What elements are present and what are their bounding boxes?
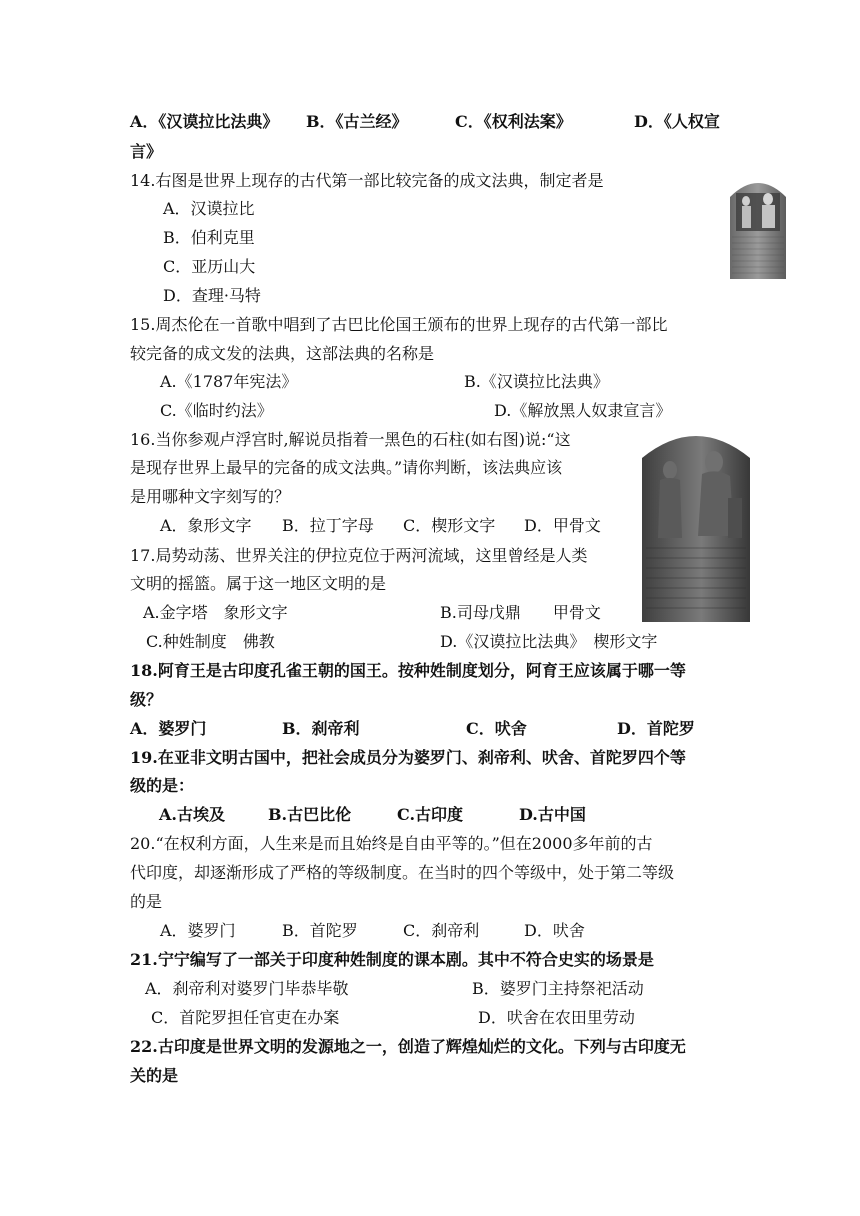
q19-option-d: D.古中国 bbox=[519, 805, 586, 824]
q13-option-d-continued: 言》 bbox=[130, 142, 163, 161]
q21-option-c: C．首陀罗担任官吏在办案 bbox=[151, 1008, 340, 1027]
q14-option-a: A．汉谟拉比 bbox=[163, 199, 255, 218]
q15-stem-line1: 15.周杰伦在一首歌中唱到了古巴比伦国王颁布的世界上现存的古代第一部比 bbox=[130, 315, 668, 334]
q18-stem-line1: 18.阿育王是古印度孔雀王朝的国王。按种姓制度划分，阿育王应该属于哪一等 bbox=[130, 661, 686, 680]
q13-option-a: A．《汉谟拉比法典》 bbox=[130, 112, 279, 131]
q18-option-d: D．首陀罗 bbox=[617, 719, 695, 738]
q20-stem-line2: 代印度，却逐渐形成了严格的等级制度。在当时的四个等级中，处于第二等级 bbox=[130, 863, 675, 882]
q15-option-a: A.《1787年宪法》 bbox=[160, 372, 298, 391]
q15-option-d: D.《解放黑人奴隶宣言》 bbox=[494, 401, 672, 420]
q16-stem-line1: 16.当你参观卢浮宫时,解说员指着一黑色的石柱(如右图)说:“这 bbox=[130, 430, 571, 449]
q20-option-d: D．吠舍 bbox=[524, 921, 585, 940]
q20-option-a: A．婆罗门 bbox=[160, 921, 236, 940]
q17-option-d: D.《汉谟拉比法典》 楔形文字 bbox=[440, 632, 658, 651]
q20-stem-line1: 20.“在权利方面，人生来是而且始终是自由平等的。”但在2000多年前的古 bbox=[130, 834, 653, 853]
q16-option-a: A．象形文字 bbox=[160, 516, 252, 535]
q20-option-c: C．刹帝利 bbox=[403, 921, 480, 940]
q16-option-c: C．楔形文字 bbox=[403, 516, 496, 535]
q21-stem: 21.宁宁编写了一部关于印度种姓制度的课本剧。其中不符合史实的场景是 bbox=[130, 950, 654, 969]
q18-option-a: A．婆罗门 bbox=[130, 719, 207, 738]
q19-stem-line2: 级的是： bbox=[130, 776, 195, 795]
q15-option-b: B.《汉谟拉比法典》 bbox=[464, 372, 609, 391]
q16-stem-line2: 是现存世界上最早的完备的成文法典。”请你判断，该法典应该 bbox=[130, 458, 563, 477]
q21-option-b: B．婆罗门主持祭祀活动 bbox=[472, 979, 644, 998]
q16-stem-line3: 是用哪种文字刻写的？ bbox=[130, 487, 291, 506]
q19-stem-line1: 19.在亚非文明古国中，把社会成员分为婆罗门、刹帝利、吠舍、首陀罗四个等 bbox=[130, 748, 686, 767]
q20-stem-line3: 的是 bbox=[130, 892, 163, 911]
q14-option-c: C．亚历山大 bbox=[163, 257, 256, 276]
q16-option-b: B．拉丁字母 bbox=[282, 516, 374, 535]
q14-stem: 14.右图是世界上现存的古代第一部比较完备的成文法典，制定者是 bbox=[130, 171, 604, 190]
q17-option-c: C.种姓制度 佛教 bbox=[146, 632, 275, 651]
q16-option-d: D．甲骨文 bbox=[524, 516, 601, 535]
q18-stem-line2: 级？ bbox=[130, 690, 163, 709]
q17-option-a: A.金字塔 象形文字 bbox=[143, 603, 288, 622]
q19-option-a: A.古埃及 bbox=[159, 805, 225, 824]
q13-option-c: C．《权利法案》 bbox=[455, 112, 572, 131]
code-of-hammurabi-stele-image-small bbox=[724, 175, 792, 279]
q21-option-a: A．刹帝利对婆罗门毕恭毕敬 bbox=[145, 979, 349, 998]
q15-stem-line2: 较完备的成文发的法典，这部法典的名称是 bbox=[130, 344, 435, 363]
q17-option-b: B.司母戊鼎 甲骨文 bbox=[440, 603, 601, 622]
q17-stem-line1: 17.局势动荡、世界关注的伊拉克位于两河流域，这里曾经是人类 bbox=[130, 546, 588, 565]
q20-option-b: B．首陀罗 bbox=[282, 921, 358, 940]
q22-stem-line1: 22.古印度是世界文明的发源地之一，创造了辉煌灿烂的文化。下列与古印度无 bbox=[130, 1037, 686, 1056]
q19-option-b: B.古巴比伦 bbox=[268, 805, 352, 824]
q18-option-c: C．吠舍 bbox=[466, 719, 527, 738]
q22-stem-line2: 关的是 bbox=[130, 1066, 179, 1085]
q15-option-c: C.《临时约法》 bbox=[160, 401, 273, 420]
q14-option-d: D．查理·马特 bbox=[163, 286, 261, 305]
q13-option-b: B．《古兰经》 bbox=[306, 112, 408, 131]
q19-option-c: C.古印度 bbox=[397, 805, 464, 824]
q17-stem-line2: 文明的摇篮。属于这一地区文明的是 bbox=[130, 574, 387, 593]
q14-option-b: B．伯利克里 bbox=[163, 228, 255, 247]
q21-option-d: D．吠舍在农田里劳动 bbox=[478, 1008, 635, 1027]
q13-option-d: D．《人权宣 bbox=[634, 112, 720, 131]
code-of-hammurabi-stele-image-large bbox=[636, 428, 756, 622]
q18-option-b: B．刹帝利 bbox=[282, 719, 360, 738]
